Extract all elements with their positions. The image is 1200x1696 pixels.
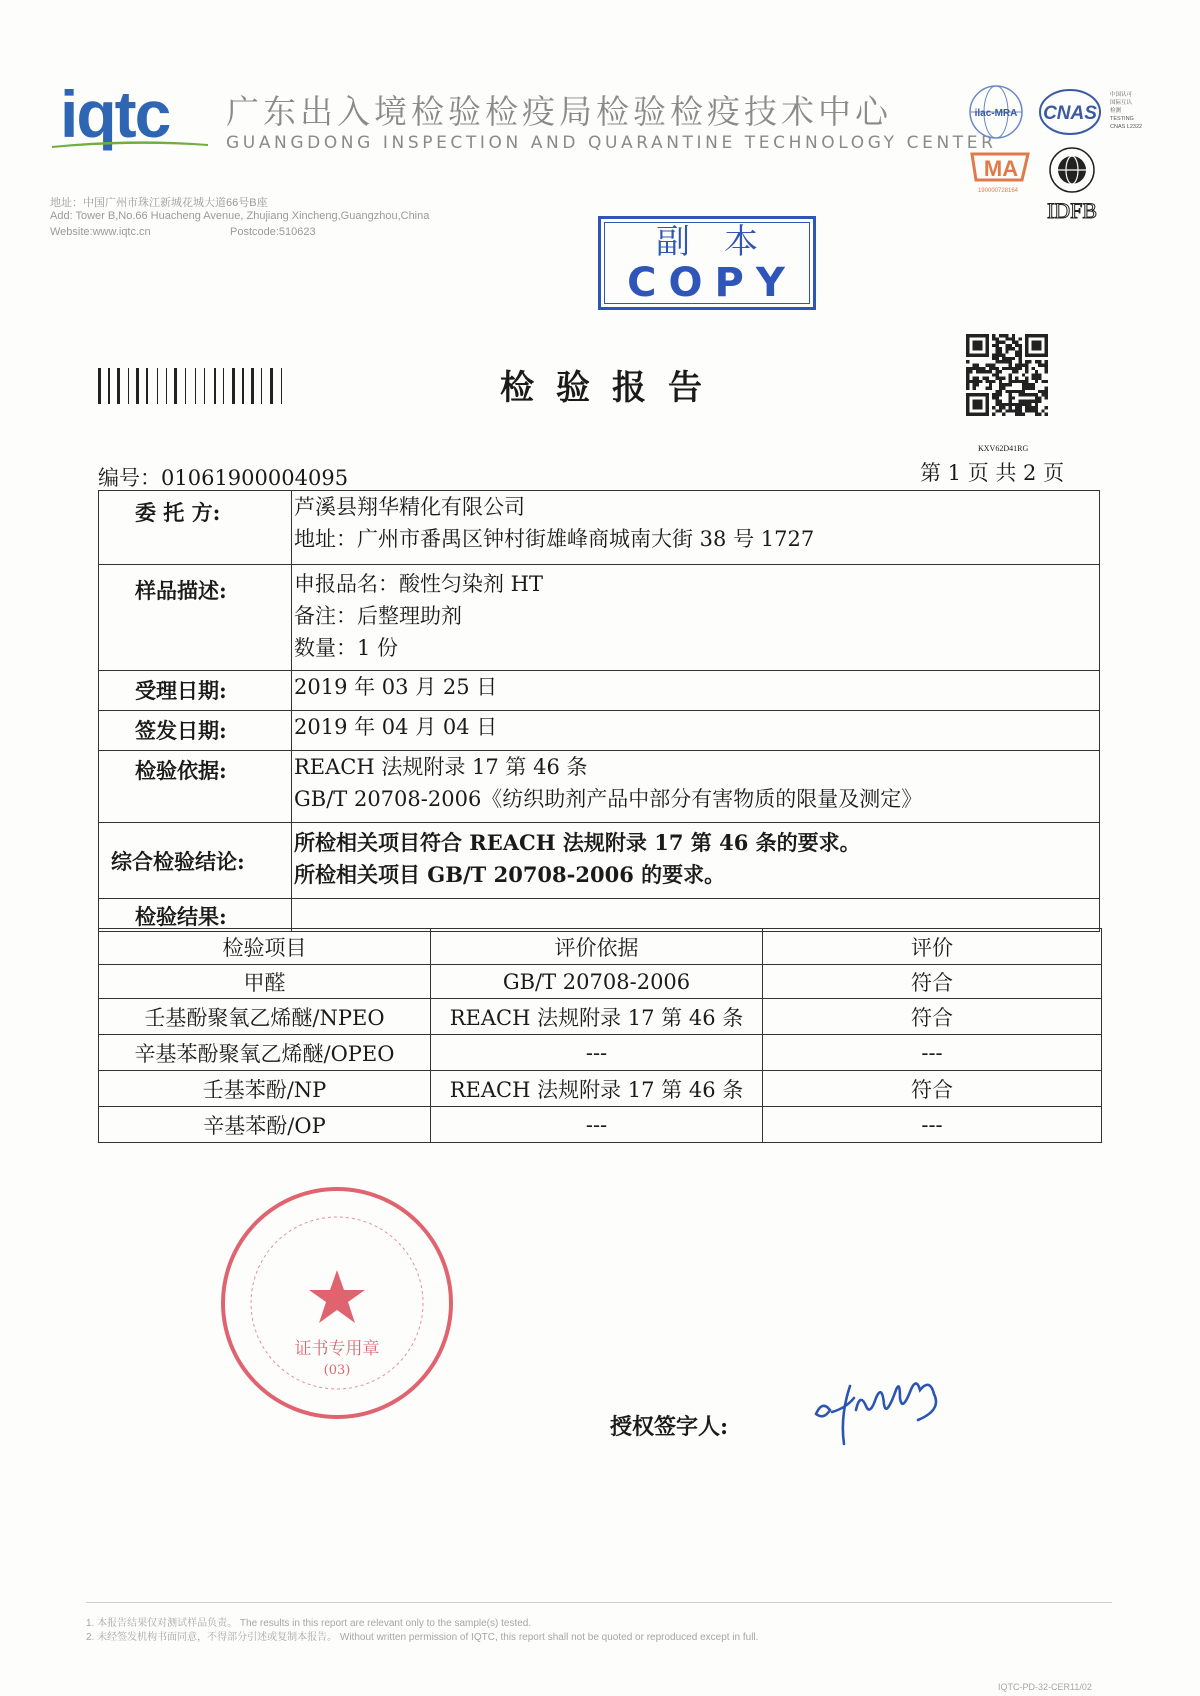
sample-note: 备注：后整理助剂 <box>294 604 462 628</box>
cnas-note-4: TESTING <box>1110 116 1134 122</box>
sample-label: 样品描述: <box>135 578 227 603</box>
org-name-cn: 广东出入境检验检疫局检验检疫技术中心 <box>226 92 892 131</box>
header-evaluation: 评价 <box>763 929 1102 965</box>
client-row <box>99 491 1100 565</box>
issued-date: 2019 年 04 月 04 日 <box>292 711 1100 751</box>
report-number-value: 01061900004095 <box>161 466 349 490</box>
signatory-label: 授权签字人: <box>610 1414 729 1440</box>
results-row <box>99 999 1102 1035</box>
result-basis: GB/T 20708-2006 <box>431 965 763 999</box>
client-name: 芦溪县翔华精化有限公司 <box>294 495 525 519</box>
report-info-table <box>98 490 1100 932</box>
seal-number: (03) <box>323 1363 351 1378</box>
result-basis: REACH 法规附录 17 第 46 条 <box>431 1071 763 1107</box>
results-label-row <box>99 899 1100 932</box>
received-label: 受理日期: <box>135 678 227 703</box>
copy-stamp-en: COPY <box>627 260 797 306</box>
results-row <box>99 1035 1102 1071</box>
result-item: 辛基苯酚聚氧乙烯醚/OPEO <box>99 1035 431 1071</box>
cnas-note-1: 中国认可 <box>1110 92 1133 98</box>
footer-note-1: 1. 本报告结果仅对测试样品负责。 The results in this report are relevant only to the sample(s) tested. <box>86 1618 532 1629</box>
address-en: Add: Tower B,No.66 Huacheng Avenue, Zhujiang Xincheng,Guangzhou,China <box>50 210 430 222</box>
result-basis: --- <box>431 1035 763 1071</box>
result-evaluation: 符合 <box>763 965 1102 999</box>
results-row <box>99 1107 1102 1143</box>
issued-label: 签发日期: <box>135 718 227 743</box>
client-value-cell <box>292 491 1100 565</box>
results-table <box>98 928 1102 1143</box>
sample-quantity: 数量：1 份 <box>294 636 399 660</box>
postcode: Postcode:510623 <box>230 226 316 238</box>
header-item: 检验项目 <box>99 929 431 965</box>
cnas-note-3: 检测 <box>1110 108 1122 114</box>
cma-number: 190000728164 <box>977 188 1019 194</box>
cnas-icon <box>1040 90 1142 134</box>
cnas-text: CNAS <box>1043 103 1097 124</box>
header-basis: 评价依据 <box>431 929 763 965</box>
issued-row <box>99 711 1100 751</box>
org-name-en: GUANGDONG INSPECTION AND QUARANTINE TECHNOLOGY CENTER <box>226 133 997 153</box>
received-label-cell <box>99 671 292 711</box>
copy-stamp-cn: 副本 <box>656 222 792 262</box>
result-evaluation: --- <box>763 1035 1102 1071</box>
iqtc-logo: iqtc <box>60 77 170 151</box>
conclusion-label: 综合检验结论: <box>111 848 245 874</box>
result-evaluation: --- <box>763 1107 1102 1143</box>
basis-value-cell <box>292 751 1100 823</box>
website: Website:www.iqtc.cn <box>50 226 151 238</box>
sample-name: 申报品名：酸性匀染剂 HT <box>294 572 543 596</box>
signature-icon <box>810 1370 1000 1450</box>
result-evaluation: 符合 <box>763 1071 1102 1107</box>
sample-row <box>99 565 1100 671</box>
official-seal <box>218 1184 456 1422</box>
result-item: 壬基苯酚/NP <box>99 1071 431 1107</box>
ilac-mra-icon <box>970 86 1022 138</box>
report-number-label: 编号： <box>98 466 161 490</box>
received-date: 2019 年 03 月 25 日 <box>292 671 1100 711</box>
footer-divider <box>86 1602 1112 1603</box>
document-code: IQTC-PD-32-CER11/02 <box>998 1682 1092 1692</box>
result-basis: REACH 法规附录 17 第 46 条 <box>431 999 763 1035</box>
seal-text: 证书专用章 <box>294 1339 380 1359</box>
cnas-note-2: 国际互认 <box>1110 100 1133 106</box>
conclusion-row <box>99 823 1100 899</box>
certification-badges <box>968 84 1168 234</box>
basis-2: GB/T 20708-2006《纺织助剂产品中部分有害物质的限量及测定》 <box>294 787 923 811</box>
results-label-cell <box>99 899 292 932</box>
received-row <box>99 671 1100 711</box>
result-evaluation: 符合 <box>763 999 1102 1035</box>
qr-code-icon <box>966 334 1048 416</box>
issued-label-cell <box>99 711 292 751</box>
basis-label: 检验依据: <box>135 758 227 783</box>
qr-code-text: KXV62D41RG <box>978 444 1029 453</box>
basis-1: REACH 法规附录 17 第 46 条 <box>294 755 588 779</box>
idfb-text: IDFB <box>1046 198 1098 223</box>
results-row <box>99 1071 1102 1107</box>
conclusion-1: 所检相关项目符合 REACH 法规附录 17 第 46 条的要求。 <box>294 830 861 855</box>
basis-row <box>99 751 1100 823</box>
page-info: 第 1 页 共 2 页 <box>920 461 1065 485</box>
report-title: 检验报告 <box>500 368 724 408</box>
results-row <box>99 965 1102 999</box>
copy-stamp <box>598 216 816 310</box>
cma-icon <box>972 154 1028 194</box>
results-label: 检验结果: <box>135 904 227 929</box>
result-item: 辛基苯酚/OP <box>99 1107 431 1143</box>
sample-value-cell <box>292 565 1100 671</box>
cnas-note-5: CNAS L2322 <box>1110 124 1143 130</box>
basis-label-cell <box>99 751 292 823</box>
star-icon <box>309 1270 365 1323</box>
result-item: 壬基酚聚氧乙烯醚/NPEO <box>99 999 431 1035</box>
report-number <box>98 462 348 492</box>
logo-swoosh-icon <box>52 140 208 148</box>
conclusion-label-cell <box>99 823 292 899</box>
address-cn: 地址：中国广州市珠江新城花城大道66号B座 <box>50 197 268 209</box>
result-basis: --- <box>431 1107 763 1143</box>
footer-note-2: 2. 未经签发机构书面同意，不得部分引述或复制本报告。 Without written permission of IQTC, this report shall not be quoted or reproduced except in full. <box>86 1632 759 1643</box>
conclusion-value-cell <box>292 823 1100 899</box>
client-label: 委 托 方: <box>135 500 221 525</box>
sample-label-cell <box>99 565 292 671</box>
client-label-cell <box>99 491 292 565</box>
results-header-row <box>99 929 1102 965</box>
result-item: 甲醛 <box>99 965 431 999</box>
conclusion-2: 所检相关项目 GB/T 20708-2006 的要求。 <box>294 862 726 887</box>
idfb-icon <box>1047 148 1097 223</box>
results-label-empty <box>292 899 1100 932</box>
client-address: 地址：广州市番禺区钟村街雄峰商城南大街 38 号 1727 <box>294 527 815 551</box>
barcode-icon <box>98 368 418 404</box>
ilac-text: ilac-MRA <box>974 108 1018 119</box>
cma-text: MA <box>983 156 1019 181</box>
